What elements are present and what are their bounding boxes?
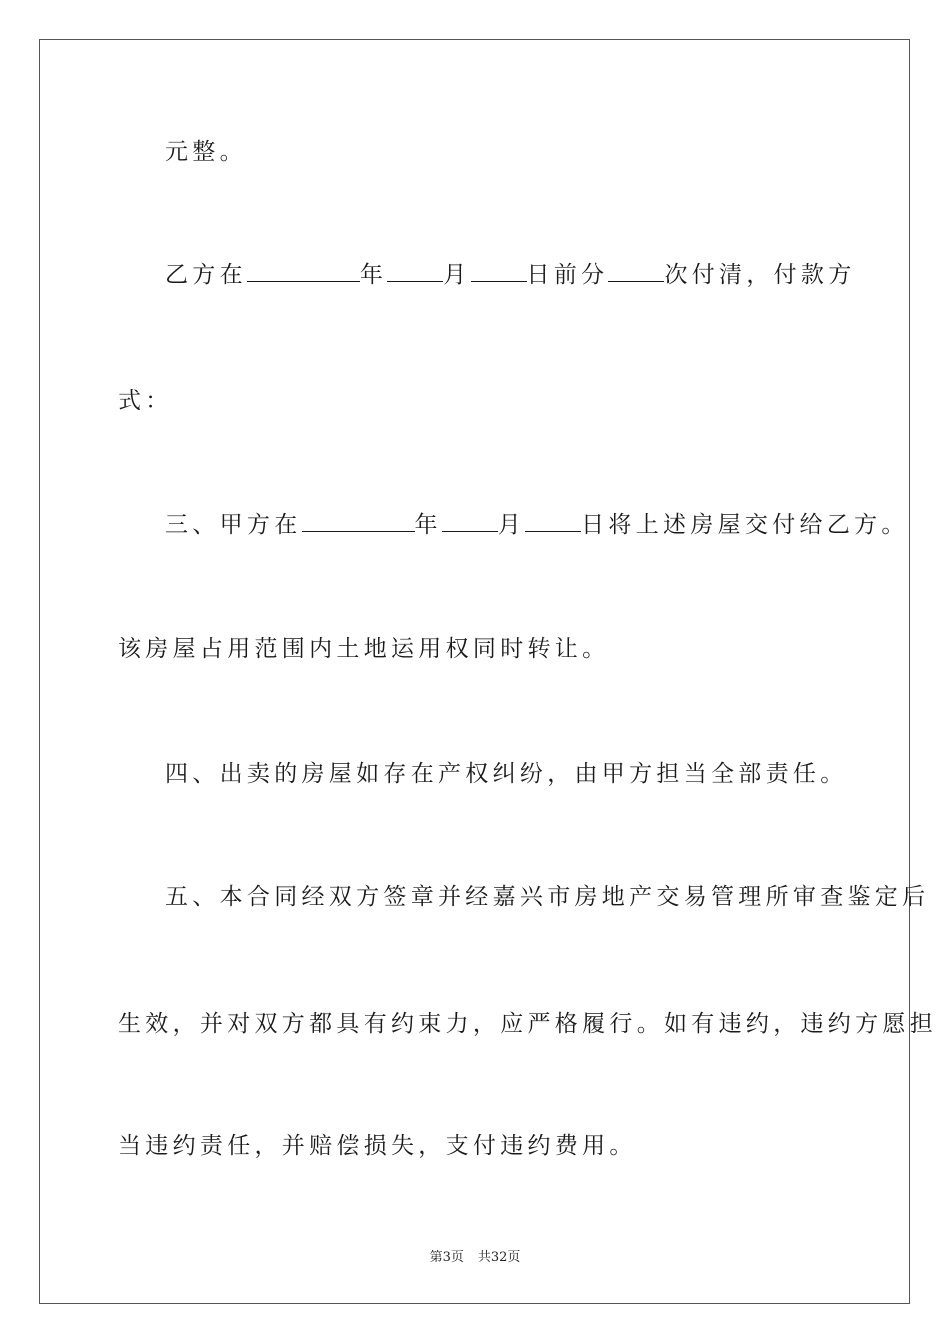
- blank-delivery-day-field[interactable]: [525, 509, 581, 532]
- text-clause-five-end: 当违约责任，并赔偿损失，支付违约费用。: [118, 1133, 637, 1159]
- text-delivery: 日将上述房屋交付给乙方。: [581, 512, 909, 538]
- paragraph-line-6: [165, 759, 848, 789]
- text-land-rights: 该房屋占用范围内土地运用权同时转让。: [118, 636, 610, 662]
- text-party-b-in: 乙方在: [165, 262, 247, 288]
- text-clause-four: 四、出卖的房屋如存在产权纠纷，由甲方担当全部责任。: [165, 761, 848, 787]
- paragraph-line-7: [165, 882, 929, 912]
- text-payment-method: 次付清，付款方: [664, 262, 856, 288]
- paragraph-line-8: [118, 1009, 937, 1039]
- page-footer: [0, 1246, 950, 1265]
- paragraph-line-1: [165, 137, 247, 167]
- paragraph-line-2: [165, 259, 856, 290]
- page-border: [39, 39, 910, 1304]
- page-number: 第3页: [429, 1250, 464, 1265]
- blank-delivery-year-field[interactable]: [302, 509, 415, 532]
- text-month: 月: [443, 262, 471, 288]
- text-day-before: 日前分: [526, 262, 609, 288]
- paragraph-line-4: [165, 509, 909, 540]
- text-clause-five-cont: 生效，并对双方都具有约束力，应严格履行。如有违约，违约方愿担: [118, 1011, 937, 1037]
- text-method: 式：: [118, 388, 173, 414]
- text-year: 年: [414, 512, 442, 538]
- paragraph-line-3: [118, 386, 173, 416]
- paragraph-line-9: [118, 1131, 637, 1161]
- page-total: 共32页: [477, 1250, 521, 1265]
- blank-installments-field[interactable]: [608, 259, 664, 282]
- text-clause-five: 五、本合同经双方签章并经嘉兴市房地产交易管理所审查鉴定后: [165, 884, 930, 910]
- text-year: 年: [359, 262, 388, 288]
- blank-month-field[interactable]: [387, 259, 443, 282]
- text-yuan-zheng: 元整。: [165, 139, 247, 165]
- text-month: 月: [497, 512, 526, 538]
- blank-day-field[interactable]: [471, 259, 527, 282]
- blank-delivery-month-field[interactable]: [442, 509, 498, 532]
- paragraph-line-5: [118, 634, 609, 664]
- blank-year-field[interactable]: [247, 259, 360, 282]
- text-clause-three: 三、甲方在: [165, 512, 302, 538]
